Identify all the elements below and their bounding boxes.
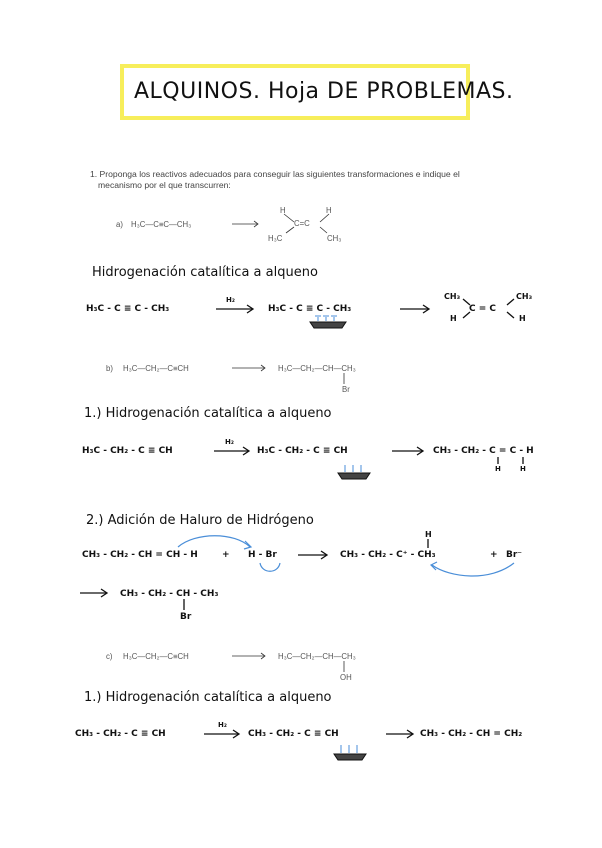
part-b-eq2-reactant: CH₃ - CH₂ - CH = CH - H [82,550,198,560]
part-a-product-ch3-left: H₃C [268,234,283,243]
part-b-eq2-bromide: Br⁻ [506,550,523,560]
part-a-product-h-right: H [326,206,332,215]
part-b-eq1-intermediate: H₃C - CH₂ - C ≡ CH [257,446,348,456]
part-a-eq-reactant: H₃C - C ≡ C - CH₃ [86,304,170,314]
catalyst-c [334,745,366,760]
part-b-label: b) [106,364,113,373]
part-a-eq-product-ch3-right: CH₃ [516,292,533,301]
part-c-product: H₃C—CH₂—CH—CH₃ [278,652,356,661]
part-b-eq1-product: CH₃ - CH₂ - C = C - H [433,446,534,456]
curved-arrow-h-br [260,563,280,571]
part-a-eq-intermediate: H₃C - C ≡ C - CH₃ [268,304,352,314]
part-b-eq3-product: CH₃ - CH₂ - CH - CH₃ [120,589,219,599]
part-b-heading-2: 2.) Adición de Haluro de Hidrógeno [86,513,314,528]
part-a-heading: Hidrogenación catalítica a alqueno [92,265,318,280]
part-a-product-ch3-right: CH₃ [327,234,342,243]
part-c-eq-reactant: CH₃ - CH₂ - C ≡ CH [75,729,166,739]
curved-arrow-pi-to-h [178,536,250,547]
part-c-heading: 1.) Hidrogenación catalítica a alqueno [84,690,332,705]
part-c-reagent: H₂ [218,721,227,729]
part-b-reactant: H₃C—CH₂—C≡CH [123,364,189,373]
part-a-eq-product-h-left: H [450,314,457,323]
part-b-eq1-product-h2: H [520,465,526,473]
part-c-eq-intermediate: CH₃ - CH₂ - C ≡ CH [248,729,339,739]
part-a-reagent: H₂ [226,296,235,304]
bond-a-3 [286,227,294,233]
part-b-heading-1: 1.) Hidrogenación catalítica a alqueno [84,406,332,421]
catalyst-b [338,465,370,479]
part-a-product-center: C=C [294,219,310,228]
part-c-reactant: H₃C—CH₂—C≡CH [123,652,189,661]
part-c-product-oh: OH [340,673,352,682]
part-b-plus-1: + [222,550,230,560]
catalyst-a [310,315,346,328]
part-b-reagent-1: H₂ [225,438,234,446]
part-b-eq2-cation: CH₃ - CH₂ - C⁺ - CH₃ [340,550,436,560]
part-a-eq-product-h-right: H [519,314,526,323]
part-a-eq-product-ch3-left: CH₃ [444,292,461,301]
part-a-reactant: H₃C—C≡C—CH₃ [131,220,192,229]
part-b-eq3-br: Br [180,612,192,622]
curved-arrow-br-to-cation [432,563,514,576]
bond-a-4 [320,227,327,233]
part-c-eq-product: CH₃ - CH₂ - CH = CH₂ [420,729,523,739]
part-b-eq1-reactant: H₃C - CH₂ - C ≡ CH [82,446,173,456]
part-c-label: c) [106,652,113,661]
part-a-label: a) [116,220,123,229]
page-title: ALQUINOS. Hoja DE PROBLEMAS. [134,79,514,104]
part-b-product-br: Br [342,385,350,394]
part-b-eq1-product-h1: H [495,465,501,473]
part-a-product-h-left: H [280,206,286,215]
part-b-eq2-cation-h: H [425,530,432,539]
part-b-product: H₃C—CH₂—CH—CH₃ [278,364,356,373]
bond-a-2 [320,214,329,222]
question-line-2: mecanismo por el que transcurren: [98,180,231,190]
question-line-1: 1. Proponga los reactivos adecuados para conseguir las siguientes transformaciones e indique el [90,169,460,179]
part-a-eq-product-center: C = C [469,304,497,314]
part-b-plus-2: + [490,550,498,560]
part-b-eq2-hbr: H - Br [248,550,277,560]
product-a-bond-left [463,299,470,318]
bond-a-1 [284,214,294,222]
product-a-bond-right [507,299,514,318]
